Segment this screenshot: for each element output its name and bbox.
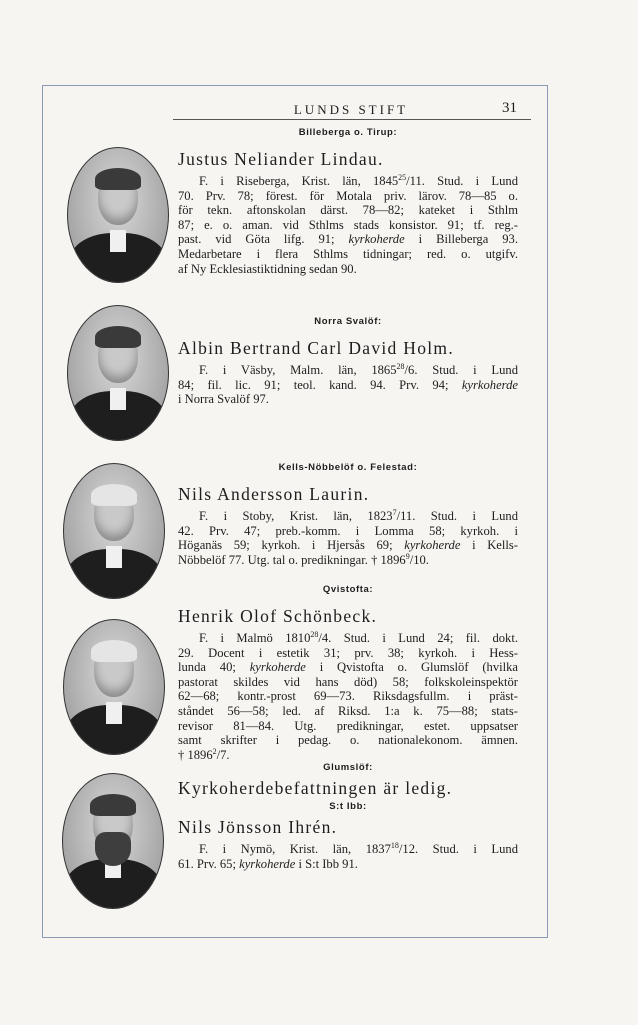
parish-heading: Qvistofta: [322,584,374,595]
portrait-ihren [62,773,164,909]
text-segment: samt skrifter i pedag. o. nationalekonom. ämnen. [178,733,518,748]
text-segment: 87; e. o. aman. vid Sthlms stads konsistor. 91; tf. reg.- [178,217,518,232]
text-segment: 42. Prv. 47; preb.-komm. i Lomma 58; kyrkoh. i [178,523,518,538]
parish-heading: Glumslöf: [323,762,373,773]
biography-line [178,660,518,675]
text-segment: i Norra Svalöf 97. [178,392,269,407]
text-segment: F. i Malmö 1810 [199,631,311,645]
text-segment: Medarbetare i flera Sthlms tidningar; red. o. utgifv. [178,246,518,261]
text-segment: i S:t Ibb 91. [295,856,358,871]
entry-1 [178,316,518,407]
text-segment: past. vid Göta lifg. 91; [178,232,349,247]
biography-line [178,733,518,748]
text-segment: 70. Prv. 78; förest. för Motala priv. lärov. 78—85 o. [178,188,518,203]
biography-line [178,719,518,734]
biography-line [178,247,518,262]
parish-heading: Norra Svalöf: [314,316,382,327]
clergy-name: Nils Jönsson Ihrén. [178,817,338,837]
clergy-name: Henrik Olof Schönbeck. [178,606,378,626]
text-segment: /12. Stud. i Lund [398,842,519,856]
text-segment: i Kells- [460,538,518,553]
text-segment: 28 [396,361,405,371]
biography-line [178,509,518,524]
text-segment: kyrkoherde [239,856,296,871]
text-segment: för tekn. aftonskolan därst. 78—82; kateket i Sthlm [178,203,518,218]
entry-0 [178,127,518,276]
text-segment: /4. Stud. i Lund 24; fil. dokt. [318,631,518,645]
header-rule [173,119,531,120]
biography-line [178,262,518,277]
biography-line [178,842,518,857]
text-segment: 84; fil. lic. 91; teol. kand. 94. Prv. 94; [178,377,462,392]
page-number: 31 [502,100,517,116]
parish-heading: Kells-Nöbbelöf o. Felestad: [278,462,418,473]
text-segment: 18 [390,840,399,850]
biography-line [178,631,518,646]
portrait-holm [67,305,169,441]
text-segment: F. i Stoby, Krist. län, 1823 [199,509,393,523]
text-segment: lunda 40; [178,660,250,675]
entry-4 [178,762,518,803]
text-segment: 7 [392,507,397,517]
text-segment: /10. [409,552,429,567]
entry-5 [178,801,518,871]
text-segment: kyrkoherde [461,377,518,392]
text-segment: 9 [405,551,410,561]
text-segment: af Ny Ecklesiastiktidning sedan 90. [178,261,357,276]
text-segment: † 1896 [178,747,213,762]
biography-line [178,392,518,407]
text-segment: kyrkoherde [404,538,461,553]
text-segment: pastorat skildes vid hans död) 58; folkskoleinspektör [178,674,518,689]
parish-heading: S:t Ibb: [329,801,367,812]
text-segment: /11. Stud. i Lund [396,509,518,523]
text-segment: F. i Nymö, Krist. län, 1837 [199,842,391,856]
text-segment: 25 [398,172,407,182]
biography-line [178,857,518,872]
clergy-name: Kyrkoherdebefattningen är ledig. [178,778,453,798]
text-segment: i Qvistofta o. Glumslöf (hvilka [305,660,518,675]
biography-line [178,218,518,233]
text-segment: Höganäs 59; kyrkoh. i Hjersås 69; [178,538,405,553]
running-title: LUNDS STIFT [293,102,409,117]
biography-line [178,538,518,553]
text-segment: i Billeberga 93. [404,232,518,247]
biography-line [178,553,518,568]
text-segment: /11. Stud. i Lund [406,174,518,188]
clergy-name: Nils Andersson Laurin. [178,484,370,504]
page-header [175,100,527,120]
text-segment: Nöbbelöf 77. Utg. tal o. predikningar. † 1896 [178,552,406,567]
portrait-lindau [67,147,169,283]
biography-line [178,189,518,204]
text-segment: F. i Väsby, Malm. län, 1865 [199,363,397,377]
clergy-name: Albin Bertrand Carl David Holm. [178,338,455,358]
entry-3 [178,584,518,762]
text-segment: 61. Prv. 65; [178,856,240,871]
biography-line [178,646,518,661]
text-segment: /6. Stud. i Lund [404,363,518,377]
text-segment: 28 [310,629,319,639]
biography-line [178,174,518,189]
biography-line [178,689,518,704]
text-segment: ståndet 56—58; led. af Riksd. 1:a k. 75—88; stats- [178,703,518,718]
biography-line [178,378,518,393]
text-segment: kyrkoherde [249,660,306,675]
parish-heading: Billeberga o. Tirup: [298,127,398,138]
text-segment: F. i Riseberga, Krist. län, 1845 [199,174,399,188]
text-segment: 29. Docent i estetik 31; prv. 38; kyrkoh. i Hess- [178,645,518,660]
text-segment: /7. [216,747,230,762]
biography-line [178,748,518,763]
portrait-laurin [63,463,165,599]
biography-line [178,363,518,378]
portrait-schonbeck [63,619,165,755]
text-segment: 62—68; kontr.-prost 69—73. Riksdagsfullm. i präst- [178,689,518,704]
biography-line [178,232,518,247]
text-segment: revisor 81—84. Utg. predikningar, estet. uppsatser [178,718,518,733]
clergy-name: Justus Neliander Lindau. [178,149,384,169]
biography-line [178,203,518,218]
text-segment: 2 [212,746,217,756]
biography-line [178,704,518,719]
entry-2 [178,462,518,567]
biography-line [178,675,518,690]
text-segment: kyrkoherde [348,232,405,247]
biography-line [178,524,518,539]
